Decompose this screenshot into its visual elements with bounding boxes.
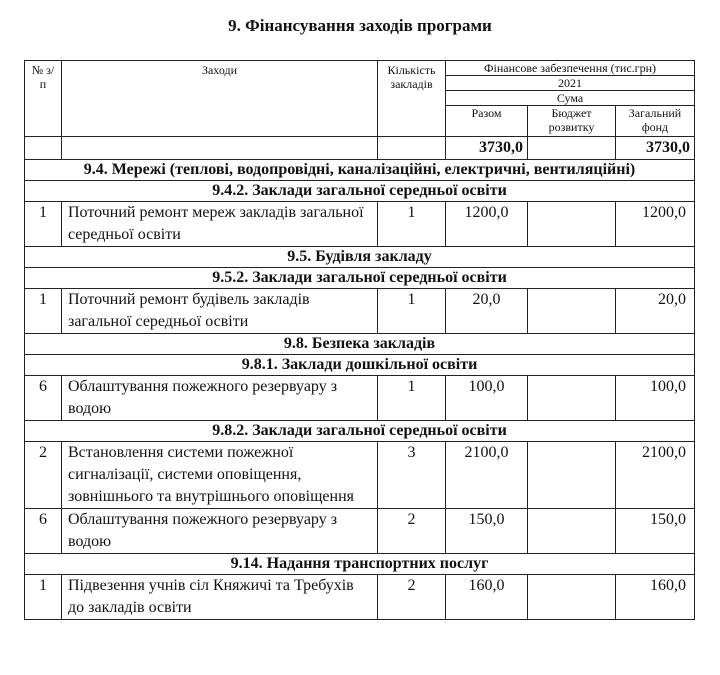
page-title: 9. Фінансування заходів програми: [228, 16, 492, 35]
section-row: [25, 247, 695, 268]
row-count: 2: [378, 575, 446, 620]
row-count: 2: [378, 509, 446, 554]
section-row: [25, 334, 695, 355]
subsection-heading: 9.4.2. Заклади загальної середньої освіти: [25, 181, 695, 202]
row-count: 1: [378, 202, 446, 247]
row-total: 2100,0: [446, 442, 528, 509]
section-heading: 9.4. Мережі (теплові, водопровідні, каналізаційні, електричні, вентиляційні): [25, 160, 695, 181]
row-name: Облаштування пожежного резервуару з водою: [62, 376, 378, 421]
header-measures: Заходи: [62, 61, 378, 137]
section-row: [25, 554, 695, 575]
row-total: 160,0: [446, 575, 528, 620]
subsection-heading: 9.8.1. Заклади дошкільної освіти: [25, 355, 695, 376]
section-heading: 9.8. Безпека закладів: [25, 334, 695, 355]
row-num: 1: [25, 289, 62, 334]
row-dev: [528, 442, 616, 509]
row-gen: 1200,0: [616, 202, 695, 247]
section-row: [25, 355, 695, 376]
row-total: 20,0: [446, 289, 528, 334]
totals-general-fund: 3730,0: [616, 137, 695, 160]
row-gen: 150,0: [616, 509, 695, 554]
header-year: 2021: [446, 76, 695, 91]
table-row: [25, 509, 695, 554]
table-row: [25, 202, 695, 247]
header-total: Разом: [446, 106, 528, 137]
row-dev: [528, 509, 616, 554]
table-row: [25, 289, 695, 334]
row-num: 2: [25, 442, 62, 509]
row-num: 6: [25, 509, 62, 554]
section-heading: 9.14. Надання транспортних послуг: [25, 554, 695, 575]
row-total: 100,0: [446, 376, 528, 421]
totals-row: [25, 137, 695, 160]
row-gen: 100,0: [616, 376, 695, 421]
header-financing: Фінансове забезпечення (тис.грн): [446, 61, 695, 76]
row-name: Поточний ремонт будівель закладів загальної середньої освіти: [62, 289, 378, 334]
header-dev-budget: Бюджет розвитку: [528, 106, 616, 137]
section-row: [25, 160, 695, 181]
subsection-heading: 9.8.2. Заклади загальної середньої освіти: [25, 421, 695, 442]
row-num: 6: [25, 376, 62, 421]
header-general-fund: Загальний фонд: [616, 106, 695, 137]
row-gen: 160,0: [616, 575, 695, 620]
table-row: [25, 442, 695, 509]
row-num: 1: [25, 575, 62, 620]
totals-total: 3730,0: [446, 137, 528, 160]
row-gen: 2100,0: [616, 442, 695, 509]
section-row: [25, 421, 695, 442]
financing-table: [24, 60, 695, 620]
header-count: Кількість закладів: [378, 61, 446, 137]
row-count: 1: [378, 289, 446, 334]
header-row-1: [25, 61, 695, 76]
row-name: Облаштування пожежного резервуару з водою: [62, 509, 378, 554]
row-total: 150,0: [446, 509, 528, 554]
row-name: Підвезення учнів сіл Княжичі та Требухів до закладів освіти: [62, 575, 378, 620]
row-num: 1: [25, 202, 62, 247]
row-name: Поточний ремонт мереж закладів загальної середньої освіти: [62, 202, 378, 247]
table-row: [25, 376, 695, 421]
row-dev: [528, 289, 616, 334]
subsection-heading: 9.5.2. Заклади загальної середньої освіти: [25, 268, 695, 289]
row-name: Встановлення системи пожежної сигналізації, системи оповіщення, зовнішнього та внутрішнього оповіщення: [62, 442, 378, 509]
row-count: 3: [378, 442, 446, 509]
table-row: [25, 575, 695, 620]
row-dev: [528, 202, 616, 247]
section-row: [25, 268, 695, 289]
row-total: 1200,0: [446, 202, 528, 247]
row-dev: [528, 575, 616, 620]
header-num: № з/п: [25, 61, 62, 137]
row-gen: 20,0: [616, 289, 695, 334]
header-sum: Сума: [446, 91, 695, 106]
row-dev: [528, 376, 616, 421]
section-row: [25, 181, 695, 202]
section-heading: 9.5. Будівля закладу: [25, 247, 695, 268]
totals-dev-budget: [528, 137, 616, 160]
row-count: 1: [378, 376, 446, 421]
